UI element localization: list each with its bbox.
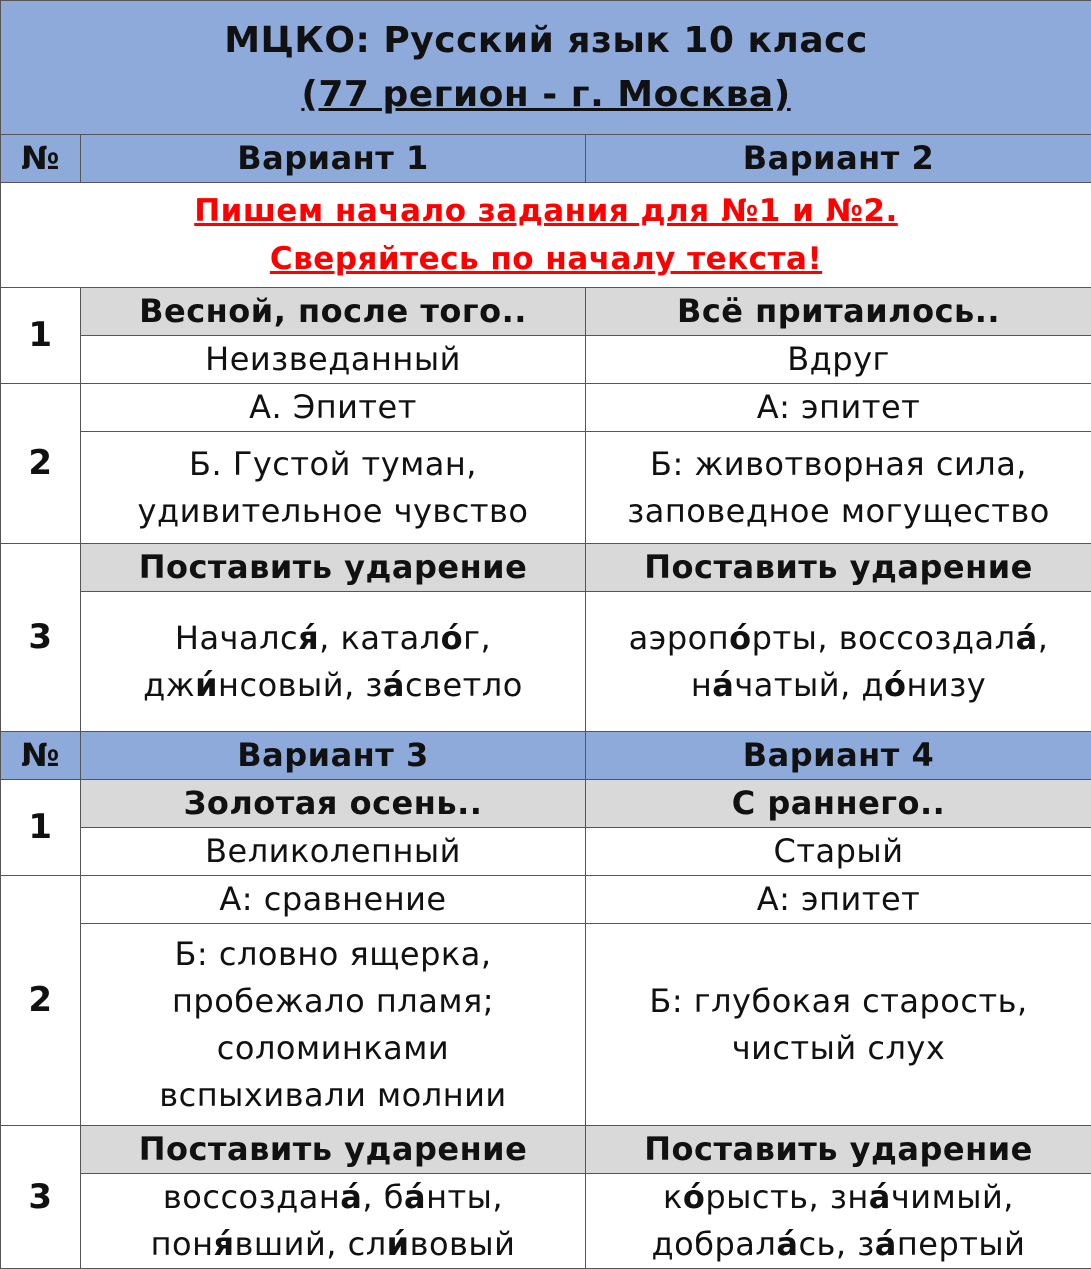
answer-b-v4 xyxy=(586,924,1091,1126)
cell-line: ко́рысть, зна́чимый, xyxy=(586,1174,1091,1221)
cell-line: Б: словно ящерка, xyxy=(81,931,585,978)
header-variant-4: Вариант 4 xyxy=(586,732,1091,780)
stressed-vowel: а́ xyxy=(1016,619,1038,657)
title-line-1: МЦКО: Русский язык 10 класс xyxy=(1,14,1091,68)
stress-words-v4 xyxy=(586,1174,1091,1269)
cell-line: Б. Густой туман, xyxy=(81,441,585,488)
stressed-vowel: а́ xyxy=(875,1225,897,1263)
task-number: 2 xyxy=(1,384,81,544)
answer-b-v3 xyxy=(81,924,586,1126)
stress-words-v3 xyxy=(81,1174,586,1269)
answer-v2: Вдруг xyxy=(586,336,1091,384)
stress-heading-v3: Поставить ударение xyxy=(81,1126,586,1174)
stressed-vowel: о́ xyxy=(683,1178,705,1216)
stress-words-v1 xyxy=(81,592,586,732)
answer-a-v2: А: эпитет xyxy=(586,384,1091,432)
task-number: 3 xyxy=(1,544,81,732)
note-line-2: Сверяйтесь по началу текста! xyxy=(1,235,1091,283)
answer-a-v3: А: сравнение xyxy=(81,876,586,924)
task-number: 1 xyxy=(1,780,81,876)
task-number: 3 xyxy=(1,1126,81,1269)
cell-line: удивительное чувство xyxy=(81,488,585,535)
header-variant-2: Вариант 2 xyxy=(586,135,1091,183)
stressed-vowel: и́ xyxy=(195,666,218,704)
cell-line: поня́вший, сли́вовый xyxy=(81,1221,585,1268)
cell-line: джи́нсовый, за́светло xyxy=(81,662,585,709)
header-num: № xyxy=(1,732,81,780)
header-num: № xyxy=(1,135,81,183)
stressed-vowel: я́ xyxy=(298,619,319,657)
stressed-vowel: я́ xyxy=(213,1225,234,1263)
cell-line: Начался́, катало́г, xyxy=(81,615,585,662)
stress-heading-v2: Поставить ударение xyxy=(586,544,1091,592)
text-start-v1: Весной, после того.. xyxy=(81,288,586,336)
answer-b-v1 xyxy=(81,432,586,544)
stressed-vowel: о́ xyxy=(884,666,906,704)
answer-v4: Старый xyxy=(586,828,1091,876)
instruction-note xyxy=(1,183,1091,288)
task-number: 2 xyxy=(1,876,81,1126)
stress-heading-v1: Поставить ударение xyxy=(81,544,586,592)
cell-line: вспыхивали молнии xyxy=(81,1072,585,1119)
answer-v3: Великолепный xyxy=(81,828,586,876)
stress-words-v2 xyxy=(586,592,1091,732)
cell-line: на́чатый, до́низу xyxy=(586,662,1091,709)
cell-line: чистый слух xyxy=(586,1025,1091,1072)
cell-line: аэропо́рты, воссоздала́, xyxy=(586,615,1091,662)
stressed-vowel: а́ xyxy=(869,1178,891,1216)
cell-line: воссоздана́, ба́нты, xyxy=(81,1174,585,1221)
cell-line: Б: глубокая старость, xyxy=(586,978,1091,1025)
stress-heading-v4: Поставить ударение xyxy=(586,1126,1091,1174)
answer-b-v2 xyxy=(586,432,1091,544)
note-line-1: Пишем начало задания для №1 и №2. xyxy=(1,187,1091,235)
cell-line: Б: животворная сила, xyxy=(586,441,1091,488)
text-start-v4: С раннего.. xyxy=(586,780,1091,828)
stressed-vowel: а́ xyxy=(404,1178,426,1216)
page-title xyxy=(1,1,1091,135)
stressed-vowel: и́ xyxy=(387,1225,410,1263)
cell-line: заповедное могущество xyxy=(586,488,1091,535)
stressed-vowel: а́ xyxy=(383,666,405,704)
stressed-vowel: о́ xyxy=(441,619,463,657)
text-start-v3: Золотая осень.. xyxy=(81,780,586,828)
cell-line: добрала́сь, за́пертый xyxy=(586,1221,1091,1268)
text-start-v2: Всё притаилось.. xyxy=(586,288,1091,336)
cell-line: пробежало пламя; xyxy=(81,978,585,1025)
stressed-vowel: а́ xyxy=(776,1225,798,1263)
answer-a-v1: А. Эпитет xyxy=(81,384,586,432)
header-variant-1: Вариант 1 xyxy=(81,135,586,183)
cell-line: соломинками xyxy=(81,1025,585,1072)
stressed-vowel: а́ xyxy=(712,666,734,704)
task-number: 1 xyxy=(1,288,81,384)
header-variant-3: Вариант 3 xyxy=(81,732,586,780)
stressed-vowel: а́ xyxy=(340,1178,362,1216)
title-line-2: (77 регион - г. Москва) xyxy=(1,68,1091,122)
stressed-vowel: о́ xyxy=(729,619,751,657)
answer-v1: Неизведанный xyxy=(81,336,586,384)
answer-a-v4: А: эпитет xyxy=(586,876,1091,924)
